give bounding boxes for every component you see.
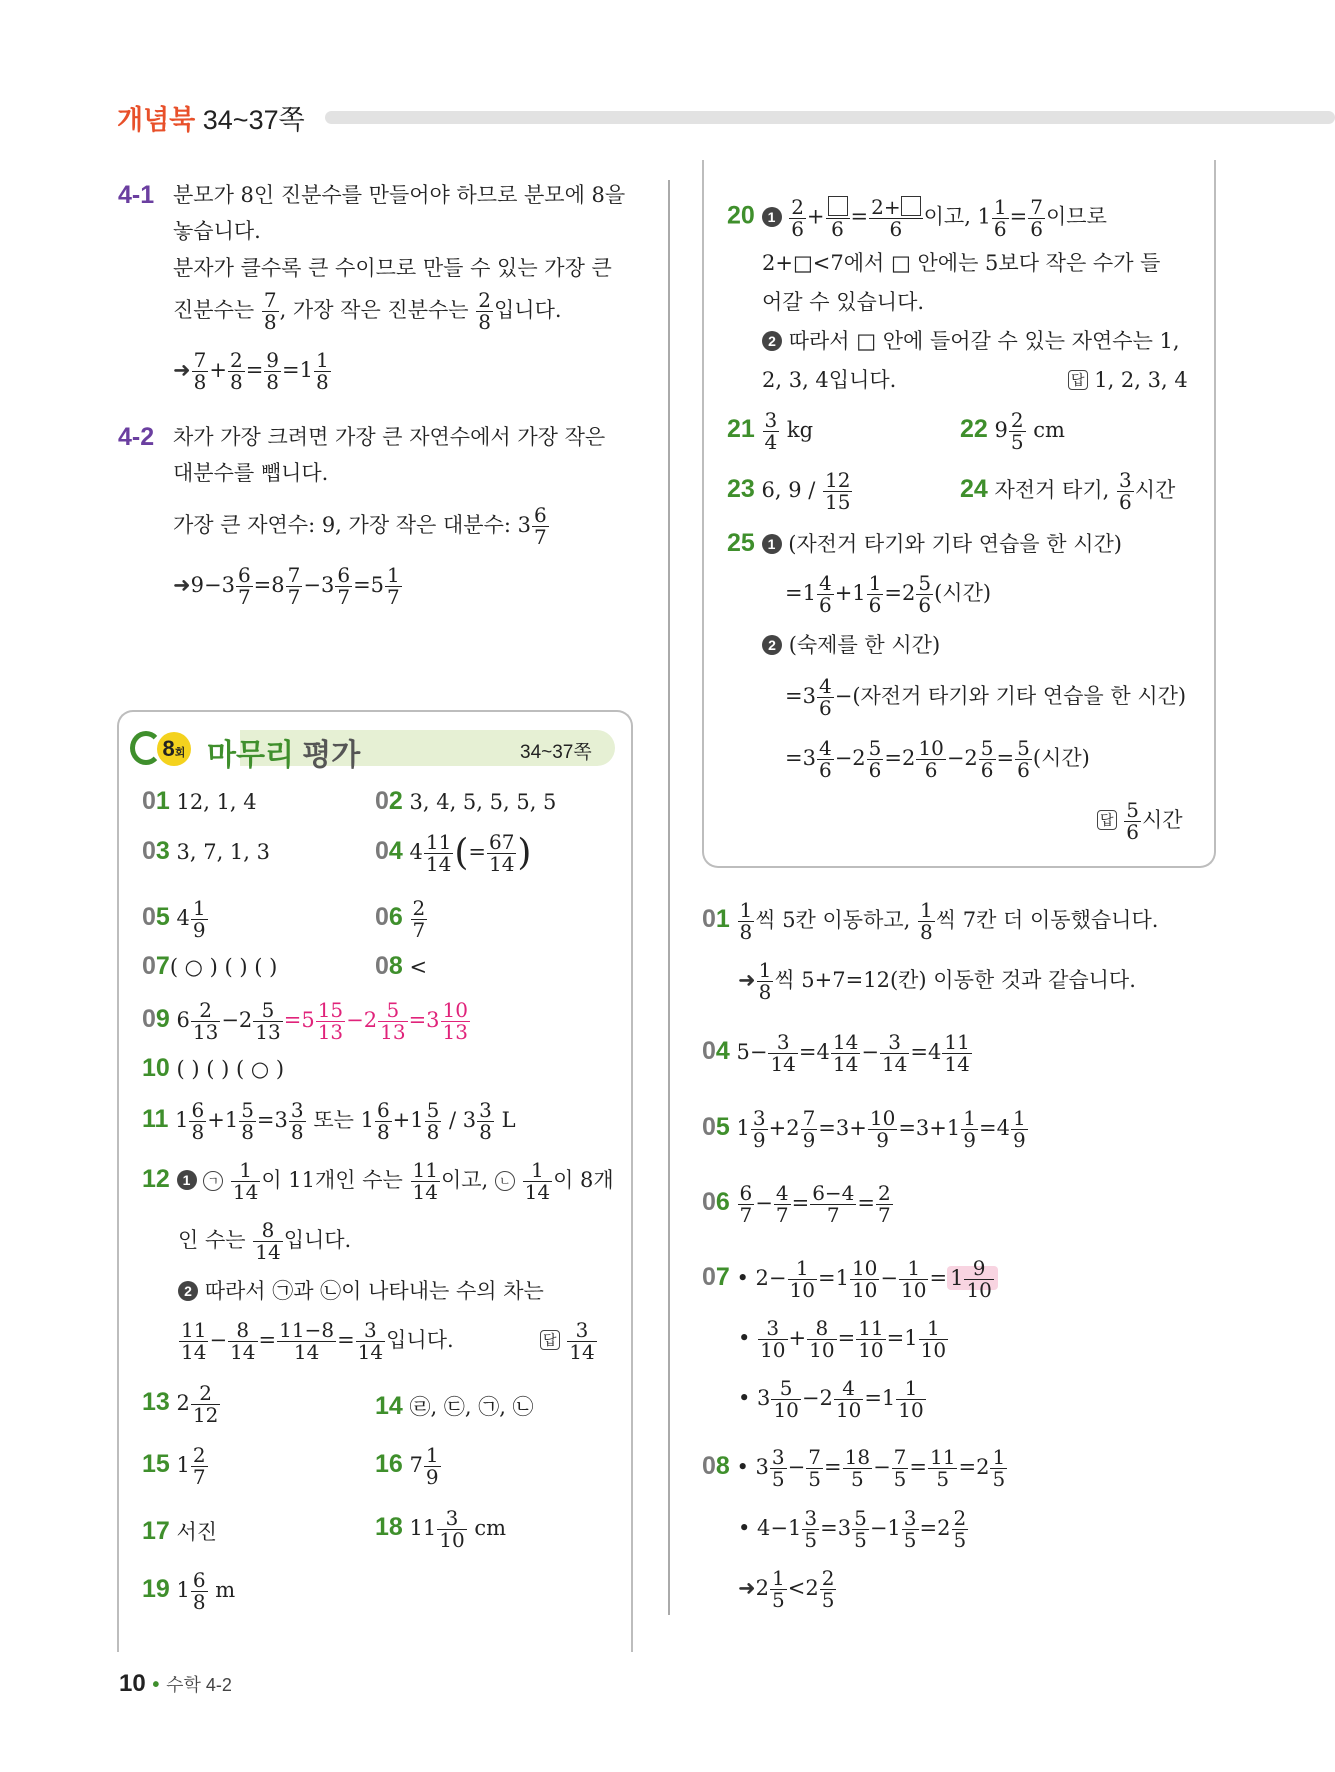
a-q20-l4: 2 따라서 □ 안에 들어갈 수 있는 자연수는 1, (762, 328, 1180, 354)
column-divider (668, 180, 670, 1615)
header-bar (325, 111, 1335, 124)
b-q05: 05 1 $\frac{3}{9}$ +2 $\frac{7}{9}$ =3+ $\frac{10}{9}$ =3+1 $\frac{1}{9}$ =4 $\frac{1}{9}$ (702, 1106, 1026, 1152)
b-q07: 07 • 2− $\frac{1}{10}$ =1 $\frac{10}{10}$ − $\frac{1}{10}$ = 1 $\frac{9}{10}$ (702, 1258, 998, 1301)
a-q20-l5: 2, 3, 4입니다. (762, 368, 897, 392)
review-round-badge: 8회 (157, 732, 191, 766)
b-q08-l2: • 4−1 $\frac{3}{5}$ =3 $\frac{5}{5}$ −1 $\frac{3}{5}$ =2 $\frac{2}{5}$ (738, 1506, 967, 1552)
b-q08-l3: ➜2 $\frac{1}{5}$ <2 $\frac{2}{5}$ (738, 1566, 835, 1612)
r-q14: 14 ㉣, ㉢, ㉠, ㉡ (375, 1392, 534, 1420)
b-q01: 01 $\frac{1}{8}$ 씩 5칸 이동하고, $\frac{1}{8}$ 씩 7칸 더 이동했습니다. (702, 898, 1159, 944)
b-q06: 06 $\frac{6}{7}$ − $\frac{4}{7}$ = $\frac{6-4}{7}$ = $\frac{2}{7}$ (702, 1181, 891, 1227)
a-q20-l3: 어갈 수 있습니다. (762, 290, 925, 314)
r-q06: 06 $\frac{2}{7}$ (375, 896, 426, 942)
p42-line1: 차가 가장 크려면 가장 큰 자연수에서 가장 작은 (173, 425, 606, 449)
b-q07-l3: • 3 $\frac{5}{10}$ −2 $\frac{4}{10}$ =1 $\frac{1}{10}$ (738, 1376, 924, 1422)
b-q01-l2: ➜ $\frac{1}{8}$ 씩 5+7=12(칸) 이동한 것과 같습니다. (738, 958, 1136, 1004)
r-q10: 10 ( ) ( ) ( ○ ) (142, 1054, 285, 1082)
a-q20-answer: 답 1, 2, 3, 4 (1068, 367, 1188, 393)
r-q02: 02 3, 4, 5, 5, 5, 5 (375, 787, 557, 815)
p42-line2: 대분수를 뺍니다. (173, 461, 329, 485)
p41-calc: ➜ $\frac{7}{8}$ + $\frac{2}{8}$ = $\frac{9}{8}$ =1 $\frac{1}{8}$ (173, 348, 329, 394)
a-q20-l2: 2+□<7에서 □ 안에는 5보다 작은 수가 들 (762, 251, 1161, 275)
review-pages: 34~37쪽 (520, 742, 592, 763)
page-number: 10 (119, 1670, 146, 1697)
p41-line1: 분모가 8인 진분수를 만들어야 하므로 분모에 8을 (173, 183, 626, 207)
p41-line4: 진분수는 $\frac{7}{8}$ , 가장 작은 진분수는 $\frac{2}{8}$ 입니다. (173, 288, 562, 334)
r-q05: 05 4 $\frac{1}{9}$ (142, 896, 206, 942)
r-q09: 09 6 $\frac{2}{13}$ −2 $\frac{5}{13}$ =5 $\frac{15}{13}$ −2 $\frac{5}{13}$ =3 $\frac{10}{13}$ (142, 998, 468, 1044)
r-q12-answer: 답 $\frac{3}{14}$ (540, 1320, 598, 1363)
subject-label: 수학 4-2 (166, 1675, 232, 1695)
r-q12: 12 1 ㄱ $\frac{1}{14}$ 이 11개인 수는 $\frac{11}{14}$ 이고, ㄴ $\frac{1}{14}$ 이 8개 (142, 1158, 614, 1204)
a-q23: 23 6, 9 / $\frac{12}{15}$ (727, 468, 851, 514)
p41-line2: 놓습니다. (173, 219, 261, 243)
a-q25-l3: 2 (숙제를 한 시간) (762, 632, 940, 658)
header-pages: 34~37쪽 (202, 105, 305, 135)
r-q19: 19 1 $\frac{6}{8}$ m (142, 1568, 236, 1614)
a-q24: 24 자전거 타기, $\frac{3}{6}$ 시간 (960, 468, 1176, 514)
r-q13: 13 2 $\frac{2}{12}$ (142, 1381, 219, 1427)
r-q15: 15 1 $\frac{2}{7}$ (142, 1443, 206, 1489)
r-q17: 17 서진 (142, 1517, 218, 1545)
a-q25-l2: =1 $\frac{4}{6}$ +1 $\frac{1}{6}$ =2 $\frac{5}{6}$ (시간) (785, 571, 992, 617)
r-q11: 11 1 $\frac{6}{8}$ +1 $\frac{5}{8}$ =3 $\frac{3}{8}$ 또는 1 $\frac{6}{8}$ +1 $\frac{5}{8}$ / 3 $\frac{3}{8}$ L (142, 1098, 516, 1144)
r-q18: 18 11 $\frac{3}{10}$ cm (375, 1506, 507, 1552)
a-q21: 21 $\frac{3}{4}$ kg (727, 408, 814, 454)
header-book: 개념북 (117, 105, 196, 135)
p41-line3: 분자가 클수록 큰 수이므로 만들 수 있는 가장 큰 (173, 256, 612, 280)
problem-4-2: 4-2 (118, 423, 155, 451)
a-q22: 22 9 $\frac{2}{5}$ cm (960, 408, 1065, 454)
a-q25-answer: 답 $\frac{5}{6}$ 시간 (1097, 800, 1183, 843)
r-q12-line3: 2 따라서 ㉠과 ㉡이 나타내는 수의 차는 (178, 1278, 544, 1304)
a-q25-l4: =3 $\frac{4}{6}$ −(자전거 타기와 기타 연습을 한 시간) (785, 674, 1187, 720)
a-q25: 25 1 (자전거 타기와 기타 연습을 한 시간) (727, 529, 1122, 557)
r-q01: 01 12, 1, 4 (142, 787, 257, 815)
a-q25-l5: =3 $\frac{4}{6}$ −2 $\frac{5}{6}$ =2 $\frac{10}{6}$ −2 $\frac{5}{6}$ = $\frac{5}{6}$ (시간) (785, 736, 1090, 782)
b-q08: 08 • 3 $\frac{3}{5}$ − $\frac{7}{5}$ = $\frac{18}{5}$ − $\frac{7}{5}$ = $\frac{11}{5}$ =2 $\frac{1}{5}$ (702, 1445, 1006, 1491)
p42-calc: ➜9−3 $\frac{6}{7}$ =8 $\frac{7}{7}$ −3 $\frac{6}{7}$ =5 $\frac{1}{7}$ (173, 563, 400, 609)
r-q04: 04 4 $\frac{11}{14}$ (= $\frac{67}{14}$ ) (375, 830, 532, 876)
page-footer: 10 • 수학 4-2 (119, 1670, 232, 1697)
review-title: 마무리 평가 (207, 739, 361, 772)
page-header (117, 98, 305, 137)
r-q03: 03 3, 7, 1, 3 (142, 837, 270, 865)
problem-4-1: 4-1 (118, 181, 155, 209)
r-q16: 16 7 $\frac{1}{9}$ (375, 1443, 439, 1489)
a-q20: 20 1 $\frac{2}{6}$ + 6 = $\frac{2+}{6}$ 이고, 1 $\frac{1}{6}$ = $\frac{7}{6}$ 이므로 (727, 194, 1107, 241)
p42-line3: 가장 큰 자연수: 9, 가장 작은 대분수: 3 $\frac{6}{7}$ (173, 503, 547, 549)
r-q12-line4: $\frac{11}{14}$ − $\frac{8}{14}$ = $\frac{11-8}{14}$ = $\frac{3}{14}$ 입니다. (181, 1318, 454, 1364)
b-q04: 04 5− $\frac{3}{14}$ =4 $\frac{14}{14}$ − $\frac{3}{14}$ =4 $\frac{11}{14}$ (702, 1030, 970, 1076)
r-q12-line2: 인 수는 $\frac{8}{14}$ 입니다. (178, 1218, 352, 1264)
r-q07: 07( ○ ) ( ) ( ) (142, 952, 278, 980)
r-q08: 08 < (375, 952, 428, 980)
b-q07-l2: • $\frac{3}{10}$ + $\frac{8}{10}$ = $\frac{11}{10}$ =1 $\frac{1}{10}$ (738, 1316, 947, 1362)
